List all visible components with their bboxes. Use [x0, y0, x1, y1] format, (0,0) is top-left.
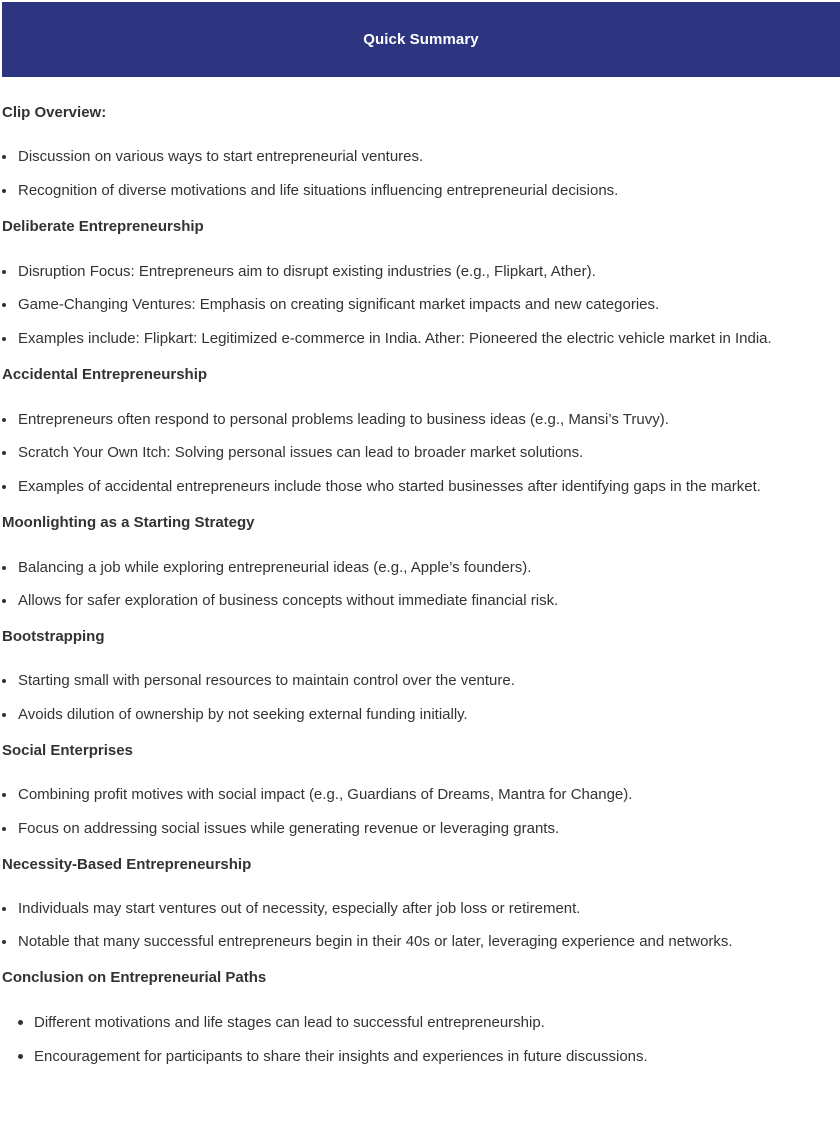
list-item: Game-Changing Ventures: Emphasis on creating significant market impacts and new categories. — [2, 294, 838, 316]
section-necessity-based — [2, 852, 838, 953]
summary-content — [2, 100, 838, 1068]
bullet-list — [2, 1012, 838, 1068]
bullet-icon — [2, 599, 6, 603]
bullet-icon — [2, 827, 6, 831]
list-item: Starting small with personal resources to maintain control over the venture. — [2, 670, 838, 692]
list-item: Scratch Your Own Itch: Solving personal issues can lead to broader market solutions. — [2, 442, 838, 464]
bullet-icon — [2, 337, 6, 341]
bullet-list — [2, 670, 838, 726]
section-title: Moonlighting as a Starting Strategy — [2, 514, 255, 531]
list-item: Different motivations and life stages can lead to successful entrepreneurship. — [2, 1012, 838, 1034]
list-item: Recognition of diverse motivations and life situations influencing entrepreneurial decisions. — [2, 180, 838, 202]
section-title: Bootstrapping — [2, 628, 105, 645]
list-item: Allows for safer exploration of business concepts without immediate financial risk. — [2, 590, 838, 612]
bullet-icon — [2, 793, 6, 797]
list-item: Examples of accidental entrepreneurs include those who started businesses after identifying gaps in the market. — [2, 476, 838, 498]
list-item: Avoids dilution of ownership by not seeking external funding initially. — [2, 704, 838, 726]
section-title: Deliberate Entrepreneurship — [2, 218, 204, 235]
section-moonlighting — [2, 510, 838, 612]
bullet-icon — [2, 418, 6, 422]
section-deliberate-entrepreneurship — [2, 214, 838, 350]
bullet-icon — [18, 1054, 23, 1059]
bullet-list — [2, 784, 838, 840]
bullet-icon — [2, 679, 6, 683]
bullet-icon — [2, 907, 6, 911]
list-item: Examples include: Flipkart: Legitimized e-commerce in India. Ather: Pioneered the electric vehicle market in India. — [2, 328, 838, 350]
bullet-list — [2, 146, 838, 202]
summary-header — [2, 2, 840, 77]
bullet-icon — [2, 451, 6, 455]
bullet-icon — [18, 1020, 23, 1025]
section-title: Clip Overview: — [2, 104, 107, 121]
list-item: Combining profit motives with social impact (e.g., Guardians of Dreams, Mantra for Change). — [2, 784, 838, 806]
section-bootstrapping — [2, 624, 838, 726]
bullet-icon — [2, 485, 6, 489]
list-item: Discussion on various ways to start entrepreneurial ventures. — [2, 146, 838, 168]
bullet-icon — [2, 566, 6, 570]
bullet-icon — [2, 940, 6, 944]
summary-title: Quick Summary — [363, 31, 479, 48]
bullet-icon — [2, 270, 6, 274]
section-title: Conclusion on Entrepreneurial Paths — [2, 969, 267, 986]
bullet-icon — [2, 303, 6, 307]
section-conclusion — [2, 965, 838, 1068]
section-clip-overview — [2, 100, 838, 202]
bullet-list — [2, 557, 838, 612]
list-item: Balancing a job while exploring entrepreneurial ideas (e.g., Apple’s founders). — [2, 557, 838, 579]
list-item: Encouragement for participants to share their insights and experiences in future discussions. — [2, 1046, 838, 1068]
list-item: Notable that many successful entrepreneurs begin in their 40s or later, leveraging experience and networks. — [2, 931, 838, 953]
section-accidental-entrepreneurship — [2, 362, 838, 498]
list-item: Individuals may start ventures out of necessity, especially after job loss or retirement. — [2, 898, 838, 920]
bullet-icon — [2, 713, 6, 717]
bullet-list — [2, 898, 838, 953]
section-title: Accidental Entrepreneurship — [2, 366, 208, 383]
bullet-list — [2, 409, 838, 498]
list-item: Disruption Focus: Entrepreneurs aim to disrupt existing industries (e.g., Flipkart, Ather). — [2, 261, 838, 283]
section-title: Necessity-Based Entrepreneurship — [2, 856, 252, 873]
section-title: Social Enterprises — [2, 742, 133, 759]
list-item: Focus on addressing social issues while generating revenue or leveraging grants. — [2, 818, 838, 840]
bullet-icon — [2, 155, 6, 159]
section-social-enterprises — [2, 738, 838, 840]
list-item: Entrepreneurs often respond to personal problems leading to business ideas (e.g., Mansi’s Truvy). — [2, 409, 838, 431]
bullet-list — [2, 261, 838, 350]
bullet-icon — [2, 189, 6, 193]
